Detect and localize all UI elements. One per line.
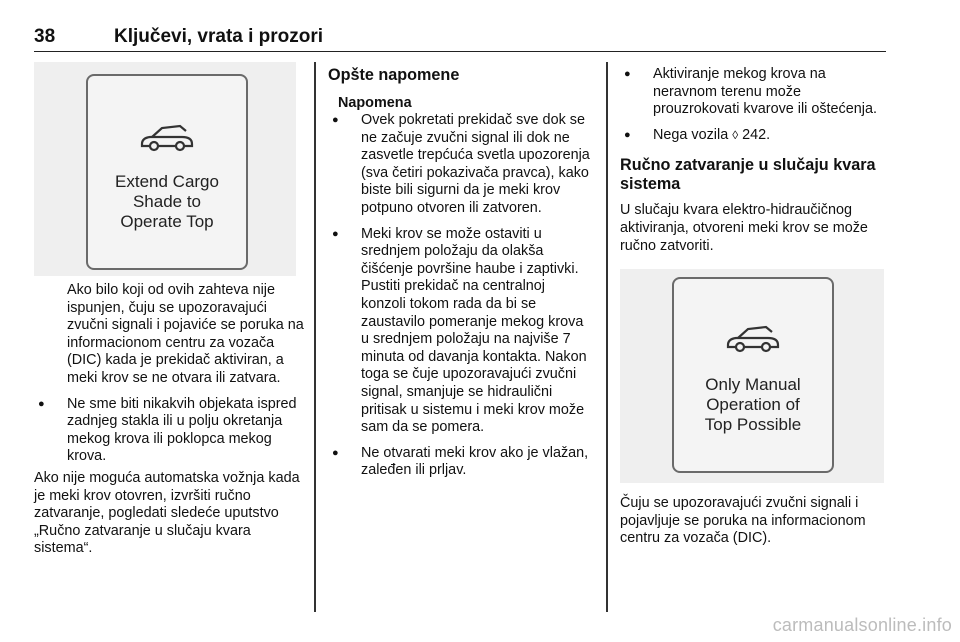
chapter-title: Ključevi, vrata i prozori [114, 26, 324, 47]
list-item: ● Ovek pokretati prekidač sve dok se ne začuje zvučni signal ili dok ne zasvetle trepćuća svetla upozorenja (sva četiri pokazivača pravca), kako biste bili sigurni da je meki krov potpuno otvoren ili zatvoren. [328, 112, 592, 218]
list-item: ● Ne sme biti nikakvih objekata ispred zadnjeg stakla ili u polju okretanja mekog krova ili poklopca mekog krova. [34, 396, 304, 466]
paragraph: U slučaju kvara elektro-hidraučičnog aktiviranja, otvoreni meki krov se može ručno zatvoriti. [620, 202, 868, 254]
page-number: 38 [34, 26, 56, 47]
figure-extend-cargo-shade [34, 62, 296, 276]
convertible-car-icon [724, 323, 782, 355]
column-3 [620, 62, 888, 614]
list-item: ● Meki krov se može ostaviti u srednjem položaju da olakša čišćenje površine haube i zaptivki. Pustiti prekidač na centralnoj konzoli tokom rada da bi se zaustavilo pomeranje mekog krova u srednjem položaju na najviše 7 minuta od davanja kontakta. Nakon toga se čuje upozoravajući zvučni signal, smanjuje se hidraulični pritisak u sistemu i meki krov može sam da se pomera. [328, 226, 592, 437]
paragraph: Ako nije moguća automatska vožnja kada je meki krov otovren, izvršiti ručno zatvaranje, pogledati sledeće uputstvo „Ručno zatvaranje u slučaju kvara sistema“. [34, 469, 300, 557]
column-1 [34, 62, 304, 614]
column-divider [314, 62, 316, 612]
convertible-car-icon [138, 122, 196, 154]
list-item-cross-reference [620, 127, 888, 145]
reference-text: Nega vozila [653, 126, 729, 143]
page-header [34, 26, 886, 52]
note-label: Napomena [338, 95, 412, 111]
section-heading: Ručno zatvaranje u slučaju kvara sistema [620, 156, 876, 194]
section-heading: Opšte napomene [328, 66, 460, 84]
paragraph: Čuju se upozoravajući zvučni signali i pojavljuje se poruka na informacionom centru za vozača (DIC). [620, 495, 866, 547]
list-item: ● Aktiviranje mekog krova na neravnom terenu može prouzrokovati kvarove ili oštećenja. [620, 66, 888, 119]
page-reference-arrow-icon: ◊ [732, 127, 739, 142]
column-divider [606, 62, 608, 612]
bullet-list [620, 66, 888, 144]
dic-display [672, 277, 834, 473]
paragraph: Ako bilo koji od ovih zahteva nije ispunjen, čuju se upozoravajući zvučni signali i pojaviće se poruka na informacionom centru za vozača (DIC) kada je prekidač aktiviran, a meki krov se ne otvara ili zatvara. [67, 282, 304, 386]
list-item: ● Ne otvarati meki krov ako je vlažan, zaleđen ili prljav. [328, 445, 592, 480]
bullet-list [34, 396, 304, 466]
display-message: Extend Cargo Shade to Operate Top [115, 172, 219, 231]
dic-display [86, 74, 248, 270]
display-message: Only Manual Operation of Top Possible [704, 375, 802, 435]
figure-manual-operation [620, 269, 884, 483]
column-2 [328, 62, 592, 614]
watermark: carmanualsonline.info [772, 615, 952, 635]
note-bullet-list [328, 112, 592, 480]
reference-page-link[interactable]: 242. [742, 126, 771, 143]
